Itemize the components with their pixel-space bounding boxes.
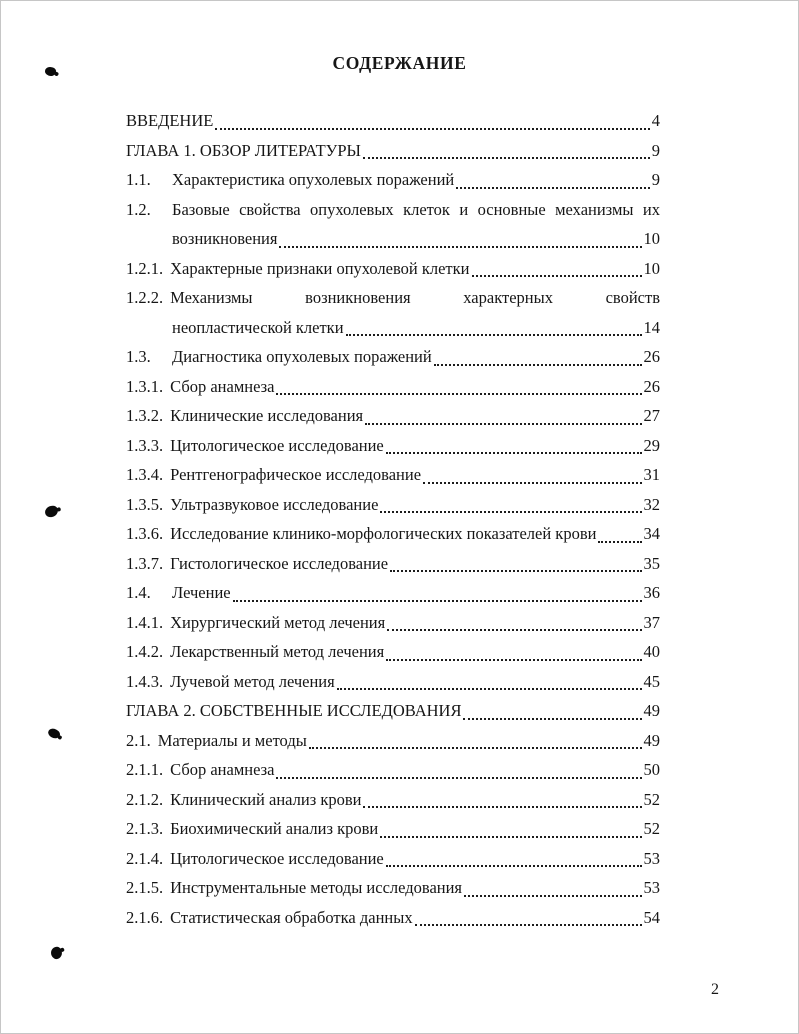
toc-entry-text: Клинические исследования: [170, 406, 364, 425]
dot-leader: [365, 423, 641, 425]
toc-entry-page: 49: [643, 730, 660, 750]
dot-leader: [337, 688, 642, 690]
toc-entry-page: 14: [643, 317, 660, 337]
dot-leader: [456, 187, 650, 189]
toc-entry-number: 1.2.: [126, 199, 151, 219]
ink-blot-artifact: [44, 505, 59, 518]
toc-entry-text: Диагностика опухолевых поражений: [172, 347, 432, 366]
toc-entry-number: 2.1.4.: [126, 848, 164, 868]
dot-leader: [363, 157, 650, 159]
toc-entry: [126, 814, 660, 844]
toc-entry-continuation: [126, 224, 660, 254]
dot-leader: [279, 246, 641, 248]
toc-entry-page: 36: [643, 583, 660, 602]
dot-leader: [309, 747, 642, 749]
toc-entry: [126, 903, 660, 933]
toc-entry-page: 45: [643, 671, 660, 691]
dot-leader: [387, 629, 641, 631]
toc-entry-text: Лекарственный метод лечения: [170, 642, 385, 661]
dot-leader: [386, 659, 641, 661]
toc-entry: [126, 696, 660, 726]
toc-entry-page: 29: [643, 435, 660, 455]
toc-entry-text: Исследование клинико-морфологических показателей крови: [170, 524, 597, 543]
dot-leader: [472, 275, 642, 277]
toc-entry-text: ГЛАВА 2. СОБСТВЕННЫЕ ИССЛЕДОВАНИЯ: [126, 701, 462, 720]
toc-entry: [126, 401, 660, 431]
toc-entry-text: Механизмы возникновения характерных свойств: [170, 288, 660, 307]
toc-entry-page: 50: [643, 760, 660, 779]
toc-entry-number: 1.2.1.: [126, 258, 164, 278]
toc-entry-page: 52: [643, 819, 660, 838]
toc-entry: [126, 667, 660, 697]
toc-entry: [126, 254, 660, 284]
toc-entry-number: 2.1.: [126, 730, 151, 750]
toc-entry-page: 9: [651, 170, 660, 189]
toc-entry-text: Сбор анамнеза: [170, 760, 275, 779]
toc-entry-number: 2.1.6.: [126, 907, 164, 927]
toc-entry-page: 10: [643, 229, 660, 248]
toc-entry-page: 53: [643, 848, 660, 868]
toc-entry-page: 27: [643, 406, 660, 425]
dot-leader: [215, 128, 649, 130]
toc-entry: [126, 342, 660, 372]
dot-leader: [380, 836, 641, 838]
toc-entry-text: Лучевой метод лечения: [170, 671, 335, 691]
toc-entry-text: ГЛАВА 1. ОБЗОР ЛИТЕРАТУРЫ: [126, 140, 361, 160]
dot-leader: [415, 924, 642, 926]
toc-entry: [126, 165, 660, 195]
toc-entry: [126, 490, 660, 520]
toc-entry-text: Цитологическое исследование: [170, 435, 384, 455]
toc-entry-text: Ультразвуковое исследование: [170, 494, 379, 514]
toc-entry: [126, 785, 660, 815]
toc-entry-text: неопластической клетки: [172, 317, 344, 337]
dot-leader: [386, 865, 642, 867]
dot-leader: [363, 806, 641, 808]
toc-entry-page: 10: [643, 258, 660, 278]
dot-leader: [464, 895, 641, 897]
toc-entry-page: 52: [643, 789, 660, 809]
toc-entry-number: 1.1.: [126, 170, 151, 189]
toc-entry-number: 1.3.2.: [126, 406, 164, 425]
toc-entry-page: 53: [643, 878, 660, 897]
dot-leader: [276, 777, 641, 779]
toc-entry: [126, 726, 660, 756]
toc-entry: [126, 549, 660, 579]
toc-entry: [126, 106, 660, 136]
toc-entry-page: 32: [643, 494, 660, 514]
dot-leader: [434, 364, 642, 366]
toc-entry-page: 26: [643, 347, 660, 366]
toc-entry: [126, 460, 660, 490]
toc-entry-number: 1.3.4.: [126, 465, 164, 484]
toc-entry: [126, 519, 660, 549]
toc-entry-continuation: [126, 313, 660, 343]
toc-entry-number: 1.3.1.: [126, 376, 164, 396]
toc-entry-number: 1.3.3.: [126, 435, 164, 455]
ink-blot-artifact: [47, 727, 62, 741]
toc-entry-number: 1.4.1.: [126, 612, 164, 632]
toc-entry: [126, 195, 660, 225]
toc-entry-text: Статистическая обработка данных: [170, 907, 413, 927]
toc-entry: [126, 578, 660, 608]
ink-blot-artifact: [49, 945, 63, 960]
toc-entry-text: Клинический анализ крови: [170, 789, 362, 809]
toc-entry-page: 54: [643, 907, 660, 927]
toc-entry-text: Характерные признаки опухолевой клетки: [170, 258, 470, 278]
table-of-contents: [126, 106, 660, 932]
toc-entry-number: 1.3.: [126, 347, 151, 366]
toc-entry-number: 1.4.: [126, 583, 151, 602]
toc-entry-page: 9: [651, 140, 660, 160]
toc-entry-text: Гистологическое исследование: [170, 553, 389, 573]
page-title: СОДЕРЖАНИЕ: [332, 53, 467, 73]
dot-leader: [463, 718, 641, 720]
toc-entry-number: 1.3.6.: [126, 524, 164, 543]
toc-entry-text: возникновения: [172, 229, 278, 248]
toc-entry: [126, 873, 660, 903]
toc-entry-text: Материалы и методы: [157, 730, 307, 750]
dot-leader: [233, 600, 642, 602]
toc-entry-text: ВВЕДЕНИЕ: [126, 111, 214, 130]
toc-entry-text: Базовые свойства опухолевых клеток и основные механизмы их: [172, 199, 660, 219]
toc-entry-number: 2.1.1.: [126, 760, 164, 779]
toc-entry: [126, 431, 660, 461]
dot-leader: [346, 334, 642, 336]
toc-entry-number: 2.1.2.: [126, 789, 164, 809]
toc-entry-number: 1.4.2.: [126, 642, 164, 661]
toc-entry-text: Рентгенографическое исследование: [170, 465, 422, 484]
toc-entry-number: 2.1.5.: [126, 878, 164, 897]
toc-entry: [126, 755, 660, 785]
dot-leader: [380, 511, 641, 513]
toc-entry-number: 1.3.5.: [126, 494, 164, 514]
dot-leader: [390, 570, 641, 572]
toc-entry-page: 31: [643, 465, 660, 484]
toc-entry-text: Биохимический анализ крови: [170, 819, 379, 838]
toc-entry-text: Лечение: [172, 583, 231, 602]
toc-entry-number: 1.2.2.: [126, 288, 164, 307]
toc-entry-page: 34: [643, 524, 660, 543]
toc-entry-page: 40: [643, 642, 660, 661]
toc-entry: [126, 637, 660, 667]
dot-leader: [386, 452, 642, 454]
toc-entry: [126, 372, 660, 402]
toc-entry-number: 1.4.3.: [126, 671, 164, 691]
toc-entry-page: 35: [643, 553, 660, 573]
toc-entry-text: Хирургический метод лечения: [170, 612, 386, 632]
toc-entry-text: Цитологическое исследование: [170, 848, 384, 868]
toc-entry-text: Сбор анамнеза: [170, 376, 275, 396]
dot-leader: [276, 393, 641, 395]
toc-entry-text: Характеристика опухолевых поражений: [172, 170, 455, 189]
toc-entry: [126, 608, 660, 638]
toc-entry: [126, 136, 660, 166]
dot-leader: [598, 541, 641, 543]
dot-leader: [423, 482, 641, 484]
toc-entry-page: 49: [643, 701, 660, 720]
toc-entry: [126, 844, 660, 874]
toc-entry-page: 26: [643, 376, 660, 396]
toc-entry: [126, 283, 660, 313]
toc-entry-page: 4: [651, 111, 660, 130]
toc-entry-text: Инструментальные методы исследования: [170, 878, 463, 897]
toc-entry-number: 1.3.7.: [126, 553, 164, 573]
page-number: 2: [711, 981, 719, 998]
toc-entry-number: 2.1.3.: [126, 819, 164, 838]
toc-entry-page: 37: [643, 612, 660, 632]
